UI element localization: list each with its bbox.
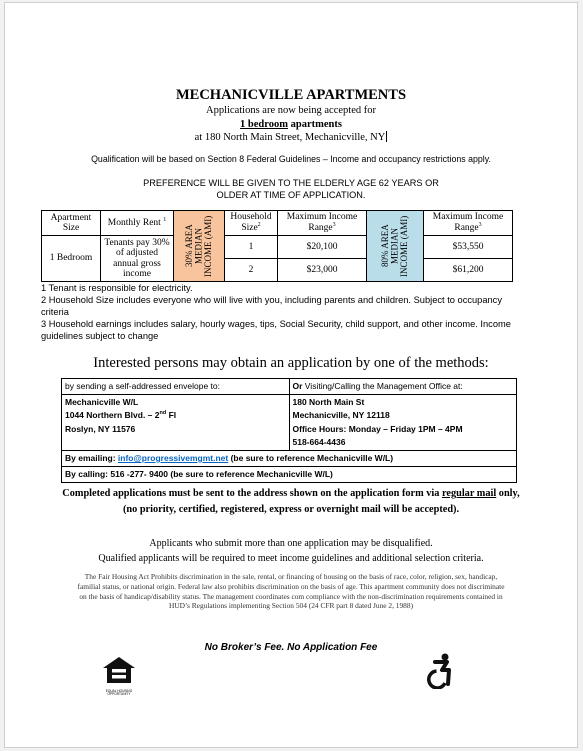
max-30-row-1: $20,100 — [278, 236, 367, 259]
visit-header-text: Visiting/Calling the Management Office at: — [302, 381, 463, 391]
page-title: MECHANICVILLE APARTMENTS — [175, 87, 407, 103]
applicants-line-2: Qualified applicants will be required to meet income guidelines and additional selection criteria. — [98, 552, 484, 564]
accessibility-logo — [425, 653, 459, 689]
max-income-label-2: Maximum Income Range — [432, 211, 504, 234]
methods-table — [61, 378, 517, 483]
apartment-size-cell: 1 Bedroom — [42, 236, 101, 282]
eho-caption: EQUAL HOUSING OPPORTUNITY — [105, 689, 133, 697]
header-max-income-80 — [424, 211, 513, 236]
household-size-label: Household Size — [230, 211, 272, 234]
document-page — [4, 2, 578, 748]
mail-header: by sending a self-addressed envelope to: — [62, 379, 290, 395]
footnote-3: 3 Household earnings includes salary, hourly wages, tips, Social Security, child support, and other income. Income guidelines subject to change — [41, 318, 511, 341]
email-prefix: By emailing: — [65, 452, 118, 463]
unit-line — [5, 119, 577, 130]
footnotes — [41, 283, 521, 342]
email-suffix: (be sure to reference Mechanicville W/L) — [228, 452, 394, 463]
header-max-income-30 — [278, 211, 367, 236]
mail-sup: nd — [159, 410, 167, 417]
accepting-line: Applications are now being accepted for — [206, 105, 376, 116]
max-80-row-2: $61,200 — [424, 259, 513, 282]
address-text: at 180 North Main Street, Mechanicville, NY — [194, 132, 386, 143]
household-size-sup: 2 — [257, 222, 261, 229]
qualification-text: Qualification will be based on Section 8 Federal Guidelines – Income and occupancy restrictions apply. — [91, 154, 491, 164]
mail-line-2 — [65, 409, 286, 422]
mail-address — [62, 395, 290, 451]
calling-row: By calling: 516 -277- 9400 (be sure to reference Mechanicville W/L) — [62, 467, 517, 483]
accessibility-icon — [425, 653, 459, 689]
footnote-2: 2 Household Size includes everyone who will live with you, including parents and children. Subject to occupancy criteria — [41, 294, 502, 317]
rent-table — [41, 210, 513, 282]
equal-housing-opportunity-icon — [99, 655, 139, 685]
regular-mail: regular mail — [441, 488, 497, 499]
broker-fee-notice: No Broker’s Fee. No Application Fee — [204, 642, 378, 653]
unit-type: 1 bedroom — [240, 119, 288, 130]
visit-line-2: Mechanicville, NY 12118 — [292, 410, 390, 421]
household-1: 1 — [225, 236, 278, 259]
mail-line-2-text: 1044 Northern Blvd. – 2 — [65, 410, 160, 421]
visit-or: Or — [292, 381, 303, 391]
equal-housing-logo — [99, 655, 139, 695]
ami-30-label: 30% AREA MEDIAN INCOME (AMI) — [183, 215, 213, 277]
max-30-row-2: $23,000 — [278, 259, 367, 282]
applicants-notice — [5, 537, 577, 566]
monthly-rent-sup: 1 — [163, 217, 167, 224]
visit-line-1: 180 North Main St — [292, 397, 365, 408]
completed-part-1: Completed applications must be sent to the address shown on the application form via — [62, 488, 442, 499]
visit-header — [289, 379, 517, 395]
mail-line-1: Mechanicville W/L — [65, 397, 139, 408]
ami-80-cell — [367, 211, 424, 282]
applicants-line-1: Applicants who submit more than one application may be disqualified. — [149, 538, 433, 549]
visit-address — [289, 395, 517, 451]
interest-heading: Interested persons may obtain an application by one of the methods: — [93, 355, 489, 371]
max-80-row-1: $53,550 — [424, 236, 513, 259]
header-apartment-size: Apartment Size — [42, 211, 101, 236]
completed-notice — [5, 486, 577, 518]
rent-cell: Tenants pay 30% of adjusted annual gross income — [101, 236, 174, 282]
header-monthly-rent — [101, 211, 174, 236]
completed-line-2: (no priority, certified, registered, express or overnight mail will be accepted). — [122, 503, 460, 515]
max-income-sup-1: 3 — [332, 222, 336, 229]
completed-line-1 — [5, 486, 577, 502]
ami-80-label: 80% AREA MEDIAN INCOME (AMI) — [379, 215, 409, 277]
ami-30-cell — [174, 211, 225, 282]
footnote-1: 1 Tenant is responsible for electricity. — [41, 283, 193, 293]
mail-floor: Fl — [166, 410, 177, 421]
completed-part-2: only, — [496, 488, 520, 499]
max-income-sup-2: 3 — [478, 222, 482, 229]
max-income-label-1: Maximum Income Range — [286, 211, 358, 234]
monthly-rent-label: Monthly Rent — [107, 218, 161, 229]
fair-housing-statement: The Fair Housing Act Prohibits discrimination in the sale, rental, or financing of housing on the basis of race, color, religion, sex, handicap, familial status, or national origin. Federal law also prohibits discrimination on the basis of age. This apartment community does not discriminate on the basis of handicap/disability status. The management coordinates com compliance with the non-discrimination requirements contained in HUD’s Regulations implementing Section 504 (24 CFR part 8 dated June 2, 1988) — [77, 572, 505, 611]
household-2: 2 — [225, 259, 278, 282]
preference-line-1: PREFERENCE WILL BE GIVEN TO THE ELDERLY AGE 62 YEARS OR — [143, 178, 439, 188]
email-row — [62, 450, 517, 466]
visit-phone: 518-664-4436 — [292, 436, 346, 447]
mail-line-3: Roslyn, NY 11576 — [65, 423, 136, 434]
text-cursor — [386, 131, 387, 142]
address-line — [5, 131, 577, 143]
unit-suffix: apartments — [287, 119, 342, 130]
preference-line-2: OLDER AT TIME OF APPLICATION. — [216, 190, 366, 200]
email-link[interactable]: info@progressivemgmt.net — [117, 452, 229, 463]
header-household-size — [225, 211, 278, 236]
visit-hours: Office Hours: Monday – Friday 1PM – 4PM — [292, 423, 463, 434]
